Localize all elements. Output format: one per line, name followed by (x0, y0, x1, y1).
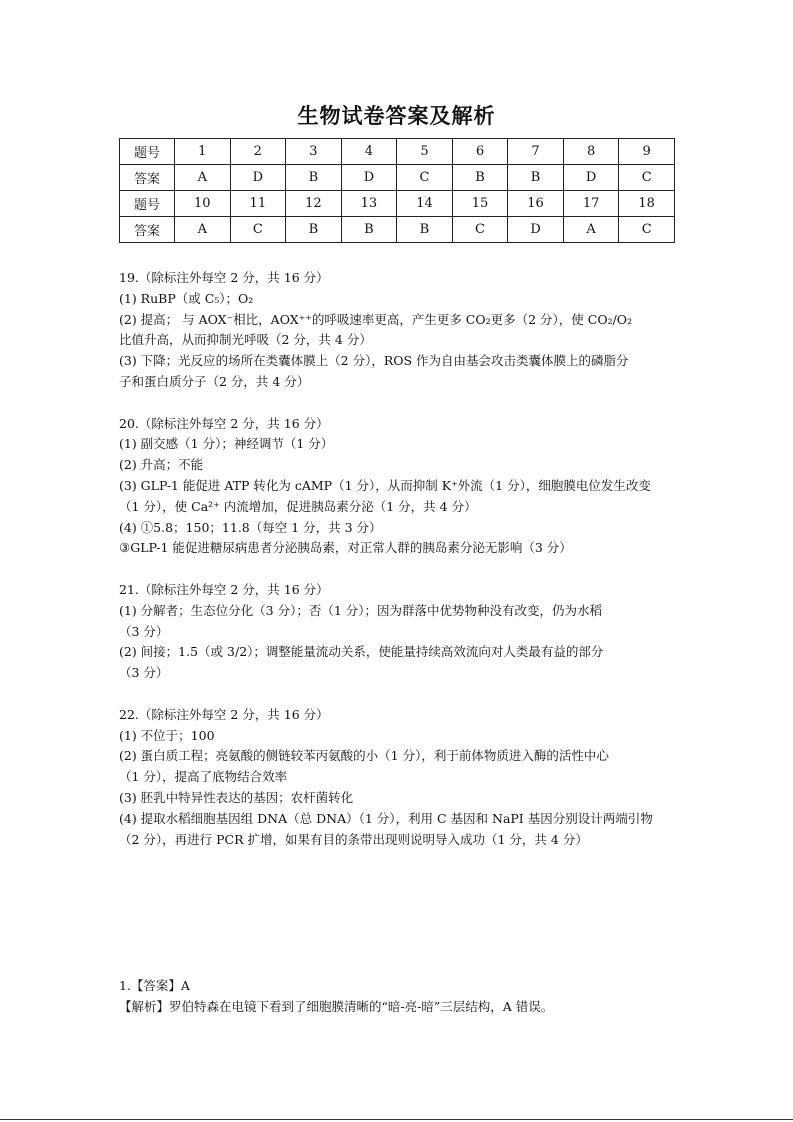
q22-line: （2 分），再进行 PCR 扩增，如果有目的条带出现则说明导入成功（1 分，共 4 分） (119, 831, 588, 847)
section-gap (119, 559, 679, 580)
q21-line: (1) 分解者；生态位分化（3 分）；否（1 分）；因为群落中优势物种没有改变，仍为水稻 (119, 602, 603, 618)
answer-table-cell: 8 (563, 139, 619, 165)
analysis-line: 【解析】罗伯特森在电镜下看到了细胞膜清晰的“暗-亮-暗”三层结构，A 错误。 (119, 999, 554, 1014)
answer-table-row (120, 165, 675, 191)
answer-table-cell: B (452, 165, 508, 191)
q22-header: 22.（除标注外每空 2 分，共 16 分） (119, 706, 329, 722)
section-gap (119, 684, 679, 705)
answer-table-row (120, 217, 675, 243)
q20-line: （1 分），使 Ca²⁺ 内流增加，促进胰岛素分泌（1 分，共 4 分） (119, 498, 477, 514)
q19-line: (3) 下降；光反应的场所在类囊体膜上（2 分），ROS 作为自由基会攻击类囊体膜上的磷脂分 (119, 353, 629, 369)
q21-header: 21.（除标注外每空 2 分，共 16 分） (119, 581, 329, 597)
explanation-section (119, 975, 679, 1017)
q19-line: 比值升高，从而抑制光呼吸（2 分，共 4 分） (119, 332, 372, 348)
row-label: 题号 (120, 191, 175, 217)
answer-table-cell: A (175, 165, 231, 191)
q19-line: (2) 提高； 与 AOX⁻相比，AOX⁺⁺的呼吸速率更高，产生更多 CO₂更多（2 分），使 CO₂/O₂ (119, 311, 633, 327)
q20-line: ③GLP-1 能促进糖尿病患者分泌胰岛素，对正常人群的胰岛素分泌无影响（3 分） (119, 540, 572, 556)
answer-table-cell: 17 (563, 191, 619, 217)
answer-table-cell: 9 (619, 139, 675, 165)
q22-line: (3) 胚乳中特异性表达的基因；农杆菌转化 (119, 789, 354, 805)
q21-line: （3 分） (119, 665, 169, 681)
q20-line: (4) ①5.8；150；11.8（每空 1 分，共 3 分） (119, 519, 382, 535)
page-title: 生物试卷答案及解析 (297, 104, 496, 128)
answer-table-cell: B (397, 217, 453, 243)
answer-table-cell: 10 (175, 191, 231, 217)
answer-table-cell: C (230, 217, 286, 243)
q22-line: （1 分），提高了底物结合效率 (119, 769, 288, 785)
answer-table-cell: 18 (619, 191, 675, 217)
answer-table (119, 138, 675, 243)
answer-table-cell: 13 (341, 191, 397, 217)
answer-line: 1.【答案】A (119, 978, 190, 993)
answer-table-cell: C (397, 165, 453, 191)
q19-line: (1) RuBP（或 C₅）；O₂ (119, 290, 254, 306)
answer-table-cell: C (452, 217, 508, 243)
answer-table-cell: 6 (452, 139, 508, 165)
question-20-section (119, 414, 679, 560)
answer-table-cell: 5 (397, 139, 453, 165)
q20-line: (2) 升高；不能 (119, 457, 204, 473)
q21-line: (2) 间接；1.5（或 3/2）；调整能量流动关系，使能量持续高效流向对人类最有益的部分 (119, 644, 604, 660)
answer-table-cell: B (286, 217, 342, 243)
answer-table-cell: 4 (341, 139, 397, 165)
q19-line: 子和蛋白质分子（2 分，共 4 分） (119, 373, 310, 389)
answer-table-cell: 3 (286, 139, 342, 165)
answer-table-cell: 14 (397, 191, 453, 217)
answer-table-cell: C (619, 165, 675, 191)
answer-table-row (120, 139, 675, 165)
question-21-section (119, 580, 679, 684)
answer-table-cell: B (341, 217, 397, 243)
q22-line: (2) 蛋白质工程；亮氨酸的侧链较苯丙氨酸的小（1 分），利于前体物质进入酶的活性中心 (119, 748, 609, 764)
answer-table-cell: 7 (508, 139, 564, 165)
answer-table-cell: 2 (230, 139, 286, 165)
q19-header: 19.（除标注外每空 2 分，共 16 分） (119, 270, 329, 285)
answer-table-cell: D (508, 217, 564, 243)
answer-table-row (120, 191, 675, 217)
q20-header: 20.（除标注外每空 2 分，共 16 分） (119, 415, 329, 431)
answer-table-cell: 11 (230, 191, 286, 217)
question-19-section (119, 268, 679, 393)
bottom-divider (0, 1119, 793, 1120)
q20-line: (1) 副交感（1 分）；神经调节（1 分） (119, 436, 334, 452)
answer-table-cell: B (286, 165, 342, 191)
q22-line: (1) 不位于；100 (119, 727, 215, 743)
answer-table-cell: 1 (175, 139, 231, 165)
answer-table-cell: D (230, 165, 286, 191)
answer-table-cell: 15 (452, 191, 508, 217)
row-label: 答案 (120, 165, 175, 191)
answer-table-cell: A (175, 217, 231, 243)
answer-table-cell: D (341, 165, 397, 191)
answer-table-cell: D (563, 165, 619, 191)
q21-line: （3 分） (119, 623, 169, 639)
q20-line: (3) GLP-1 能促进 ATP 转化为 cAMP（1 分），从而抑制 K⁺外流（1 分），细胞膜电位发生改变 (119, 477, 651, 493)
q22-line: (4) 提取水稻细胞基因组 DNA（总 DNA）（1 分），利用 C 基因和 NaPI 基因分别设计两端引物 (119, 810, 653, 826)
section-gap (119, 393, 679, 414)
row-label: 答案 (120, 217, 175, 243)
answer-table-cell: 16 (508, 191, 564, 217)
answer-table-cell: C (619, 217, 675, 243)
answer-table-cell: B (508, 165, 564, 191)
answer-table-cell: A (563, 217, 619, 243)
question-22-section (119, 705, 679, 851)
answer-table-cell: 12 (286, 191, 342, 217)
row-label: 题号 (120, 139, 175, 165)
answers-body (119, 268, 679, 850)
